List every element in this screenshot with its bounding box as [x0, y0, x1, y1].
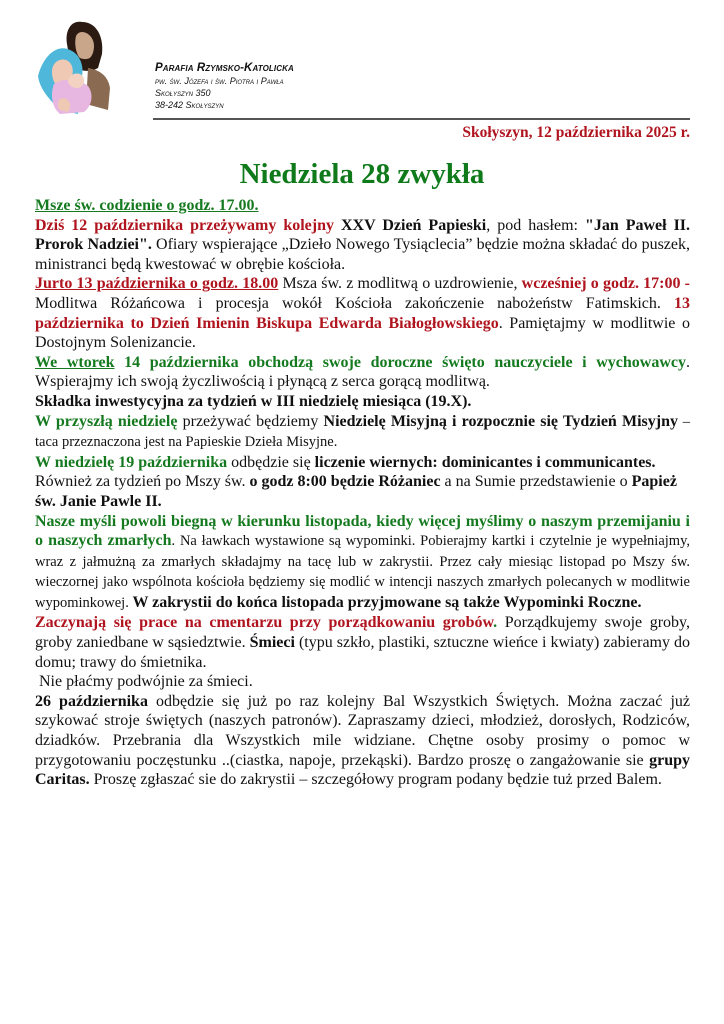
- date-line: Skołyszyn, 12 października 2025 r.: [462, 124, 690, 141]
- collection-text: Składka inwestycyjna za tydzień w III niedzielę miesiąca (19.X).: [35, 392, 472, 410]
- papal-day-name: XXV Dzień Papieski: [334, 216, 487, 234]
- teachers-day-text: . Wspierajmy ich swoją życzliwością i płynącą z serca gorącą modlitwą.: [35, 353, 690, 391]
- holy-family-logo: [30, 14, 125, 119]
- census-title: liczenie wiernych: dominicantes i communicantes.: [314, 453, 656, 471]
- mission-sunday-when: W przyszłą niedzielę: [35, 412, 178, 430]
- performance-text: a na Sumie przedstawienie o: [440, 473, 632, 491]
- announcement-deceased: [35, 512, 690, 614]
- mission-sunday-title: Niedzielę Misyjną i rozpocznie się Tydzień Misyjny: [323, 412, 678, 430]
- rosary-text: Modlitwa Różańcowa i procesja wokół Kościoła zakończenie nabożeństw Fatimskich.: [35, 294, 674, 312]
- announcement-papal-day: [35, 216, 690, 275]
- wypominki-annual: W zakrystii do końca listopada przyjmowane są także Wypominki Roczne.: [132, 593, 642, 611]
- papal-day-intro: Dziś 12 października przeżywamy kolejny: [35, 216, 335, 234]
- address-line-2: 38-242 Skołyszyn: [155, 100, 224, 110]
- parish-patron: pw. św. Józefa i św. Piotra i Pawła: [155, 76, 284, 86]
- rosary-8am: o godz 8:00 będzie Różaniec: [249, 473, 441, 491]
- announcement-daily-mass: [35, 196, 690, 216]
- november-intro: Nasze myśli powoli biegną w kierunku listopada, kiedy więcej myślimy o naszym przemijaniu i o naszych zmarłych: [35, 512, 690, 550]
- healing-mass-date: Jurto 13 października o godz. 18.00: [35, 275, 279, 293]
- announcement-collection: [35, 392, 690, 412]
- announcement-all-saints-ball: [35, 692, 690, 790]
- teachers-day-when: We wtorek: [35, 353, 115, 371]
- parish-header: [155, 62, 294, 111]
- ball-text: odbędzie się już po raz kolejny Bal Wszystkich Świętych. Można zaczać już szykować stroje świętych (naszych patronów). Zapraszamy dzieci, młodzież, dorosłych, Rodziców, dziadków. Przebrania dla Wszystkich mile widziane. Chętne osoby prosimy o pomoc w przygotowaniu poczęstunku ..(ciastka, napoje, przekąski). Bardzo proszę o zangażowanie sie: [35, 692, 690, 769]
- mission-sunday-offering: – taca przeznaczona jest na Papieskie Dzieła Misyjne.: [35, 413, 691, 451]
- daily-mass-text: Msze św. codzienie o godz. 17.00.: [35, 197, 259, 214]
- mission-sunday-text: przeżywać będziemy: [177, 412, 324, 430]
- cemetery-text: Porządkujemy swoje groby, groby zaniedbane w sąsiedztwie.: [35, 614, 690, 652]
- performance-title: Papież św. Janie Pawle II.: [35, 473, 677, 510]
- page-title: Niedziela 28 zwykła: [239, 158, 485, 190]
- papal-day-text: , pod hasłem:: [486, 216, 585, 234]
- announcement-trash-note: [35, 672, 690, 692]
- census-date: W niedzielę 19 października: [35, 453, 228, 471]
- ball-registration: Proszę zgłaszać sie do zakrystii – szczegółowy program podany będzie tuż przed Balem.: [89, 771, 662, 789]
- trash-text: (typu szkło, plastiki, sztuczne wieńce i kwiaty) zabieramy do domu; trawy do śmietnika.: [35, 634, 691, 671]
- teachers-day-title: 14 października obchodzą swoje doroczne święto nauczyciele i wychowawcy: [114, 353, 686, 371]
- announcement-mission-sunday: [35, 412, 690, 453]
- cemetery-title-period: .: [493, 614, 498, 632]
- announcement-cemetery: [35, 613, 690, 672]
- announcement-teachers-day: [35, 353, 690, 392]
- papal-day-offerings: Ofiary wspierające „Dzieło Nowego Tysiąclecia” będzie można składać do puszek, ministranci będą kwestować w obrębie kościoła.: [35, 236, 690, 273]
- bishop-prayer: . Pamiętajmy w modlitwie o Dostojnym Solenizancie.: [35, 314, 690, 352]
- caritas-group: grupy Caritas.: [35, 751, 690, 789]
- healing-mass-text: Msza św. z modlitwą o uzdrowienie,: [278, 275, 522, 293]
- trash-note-text: Nie płaćmy podwójnie za śmieci.: [35, 673, 253, 691]
- announcements-body: [35, 196, 690, 790]
- bishop-nameday: 13 października to Dzień Imienin Biskupa Edwarda Białogłowskiego: [35, 294, 690, 332]
- rosary-time: wcześniej o godz. 17:00 -: [521, 275, 690, 293]
- census-text: odbędzie się: [227, 453, 315, 471]
- census-next-week: Również za tydzień po Mszy św.: [35, 473, 250, 491]
- ball-date: 26 października: [35, 692, 148, 710]
- announcement-census: [35, 453, 690, 512]
- announcement-healing-mass: [35, 274, 690, 352]
- cemetery-title: Zaczynają się prace na cmentarzu przy porządkowaniu grobów: [35, 614, 494, 632]
- wypominki-text: . Na ławkach wystawione są wypominki. Pobierajmy kartki i czytelnie je wypełniajmy, wraz z jałmużną za zmarłych składajmy na tacę lub w zakrystii. Przez cały miesiąc listopad po Mszy św. wieczornej jako wspólnota kościoła będziemy się modlić w intencji naszych zmarłych polecanych w modlitwie wypominkowej.: [35, 533, 691, 611]
- trash-label: Śmieci: [249, 634, 295, 652]
- papal-day-motto: "Jan Paweł II. Prorok Nadziei".: [35, 216, 691, 254]
- header-divider: [153, 118, 690, 120]
- address-line-1: Skołyszyn 350: [155, 88, 211, 98]
- parish-name: Parafia Rzymsko-Katolicka: [155, 62, 294, 74]
